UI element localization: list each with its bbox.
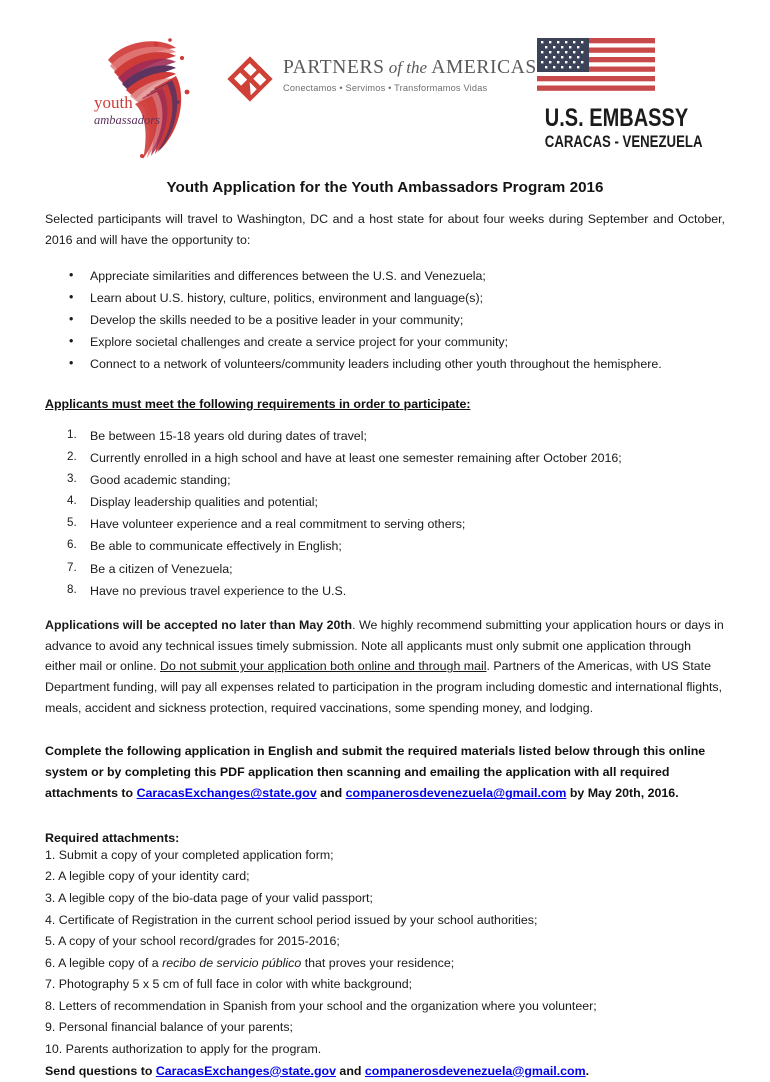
deadline-underlined-warning: Do not submit your application both online and through mail — [160, 659, 487, 674]
opportunities-list — [45, 265, 725, 375]
us-embassy-title: U.S. EMBASSY — [544, 104, 689, 132]
logo-header — [45, 32, 725, 167]
attachment-text: A legible copy of a — [55, 955, 163, 970]
requirements-list — [45, 425, 725, 602]
attachment-text: A legible copy of your identity card; — [55, 869, 250, 884]
deadline-paragraph — [45, 615, 725, 719]
attachment-text: Photography 5 x 5 cm of full face in color with white background; — [55, 977, 413, 992]
partners-of-the-americas-logo — [227, 54, 537, 114]
attachment-text: A legible copy of the bio-data page of your valid passport; — [55, 890, 373, 905]
list-item — [45, 888, 725, 910]
intro-paragraph: Selected participants will travel to Washington, DC and a host state for about four weeks during September and October, 2016 and will have the opportunity to: — [45, 212, 725, 247]
attachment-number: 8. — [45, 998, 56, 1013]
send-questions-line — [45, 1061, 725, 1082]
partners-word-americas: AMERICAS — [431, 57, 537, 78]
list-item: Have no previous travel experience to the U.S. — [90, 583, 347, 598]
submission-text-part1: Complete the following application in English and submit the required materials listed below through this online system or by completing this PDF application then scanning and emailing the application with all required attachments to — [45, 743, 706, 801]
us-flag-icon — [537, 37, 655, 99]
list-item: Be between 15-18 years old during dates of travel; — [90, 429, 367, 444]
partners-tagline: Conectamos • Servimos • Transformamos Vidas — [283, 82, 488, 93]
attachments-heading: Required attachments: — [45, 830, 180, 845]
list-item: • Develop the skills needed to be a positive leader in your community; — [45, 309, 725, 331]
us-embassy-subtitle: CARACAS - VENEZUELA — [544, 133, 703, 151]
deadline-text-part2: . Partners of the Americas, with US State Department funding, will pay all expenses related to participation in the program including domestic and international flights, meals, accident and sickness protection, required vaccinations, some spending money, and lodging. — [45, 659, 723, 715]
list-item: • Learn about U.S. history, culture, politics, environment and language(s); — [45, 287, 725, 309]
attachment-text: Certificate of Registration in the current school period issued by your school authorities; — [55, 912, 538, 927]
attachment-number: 2. — [45, 869, 56, 884]
list-item: Good academic standing; — [90, 473, 231, 488]
deadline-bold-lead: Applications will be accepted no later than May 20th — [45, 617, 353, 632]
attachment-number: 4. — [45, 912, 56, 927]
submission-text-part2: by May 20th, 2016. — [566, 786, 679, 801]
list-item: Display leadership qualities and potential; — [90, 495, 318, 510]
list-item — [45, 1039, 725, 1061]
attachments-list — [45, 845, 725, 1061]
list-item — [45, 953, 725, 975]
send-questions-period: . — [585, 1063, 590, 1078]
email-link-companeros-venezuela-footer[interactable]: companerosdevenezuela@gmail.com — [364, 1063, 586, 1078]
attachment-number: 1. — [45, 847, 56, 862]
submission-paragraph — [45, 741, 725, 805]
list-item — [45, 1017, 725, 1039]
send-questions-lead: Send questions to — [45, 1063, 156, 1078]
us-embassy-logo — [532, 37, 703, 151]
attachment-number: 5. — [45, 934, 56, 949]
attachment-number: 7. — [45, 977, 56, 992]
list-item — [45, 910, 725, 932]
submission-conjunction: and — [316, 786, 346, 801]
email-link-caracas-exchanges-footer[interactable]: CaracasExchanges@state.gov — [155, 1063, 336, 1078]
list-item: Be a citizen of Venezuela; — [90, 561, 233, 576]
list-item: Be able to communicate effectively in English; — [90, 539, 342, 554]
attachment-number: 10. — [45, 1042, 63, 1056]
deadline-text-part1: . We highly recommend submitting your application hours or days in advance to avoid any technical issues timely submission. Note all applicants must only submit one application through either mail or online. — [45, 617, 724, 674]
attachment-text-post: that proves your residence; — [301, 955, 455, 970]
email-link-caracas-exchanges[interactable]: CaracasExchanges@state.gov — [136, 786, 317, 801]
page-title: Youth Application for the Youth Ambassadors Program 2016 — [166, 179, 604, 196]
attachment-number: 3. — [45, 890, 56, 905]
youth-ambassadors-word-ambassadors: ambassadors — [94, 113, 160, 127]
partners-word-of-the: of the — [388, 58, 428, 77]
document-page — [0, 32, 770, 1078]
list-item: • Appreciate similarities and differences between the U.S. and Venezuela; — [45, 265, 725, 287]
attachment-text: Parents authorization to apply for the program. — [62, 1042, 322, 1056]
attachment-number: 9. — [45, 1020, 56, 1035]
list-item — [45, 996, 725, 1018]
list-item — [45, 845, 725, 867]
attachment-text: Letters of recommendation in Spanish from your school and the organization where you volunteer; — [55, 998, 597, 1013]
list-item — [45, 974, 725, 996]
attachment-text: Submit a copy of your completed application form; — [55, 847, 334, 862]
email-link-companeros-venezuela[interactable]: companerosdevenezuela@gmail.com — [345, 786, 567, 801]
attachment-italic: recibo de servicio público — [162, 955, 302, 970]
partners-wordmark — [283, 58, 537, 78]
list-item: Have volunteer experience and a real commitment to serving others; — [90, 517, 466, 532]
youth-ambassadors-word-youth: youth — [94, 93, 133, 112]
list-item: • Explore societal challenges and create a service project for your community; — [45, 331, 725, 353]
youth-ambassadors-logo — [90, 32, 200, 160]
list-item: • Connect to a network of volunteers/community leaders including other youth throughout the hemisphere. — [45, 353, 725, 375]
attachment-text: A copy of your school record/grades for 2015-2016; — [55, 934, 340, 949]
attachment-number: 6. — [45, 955, 56, 970]
list-item — [45, 931, 725, 953]
requirements-heading: Applicants must meet the following requirements in order to participate: — [45, 397, 471, 412]
partners-diamond-icon — [227, 56, 273, 102]
attachment-text: Personal financial balance of your parents; — [55, 1020, 293, 1035]
list-item: Currently enrolled in a high school and have at least one semester remaining after October 2016; — [90, 451, 622, 466]
list-item — [45, 866, 725, 888]
partners-word-partners: PARTNERS — [283, 57, 385, 78]
send-questions-conjunction: and — [335, 1063, 365, 1078]
